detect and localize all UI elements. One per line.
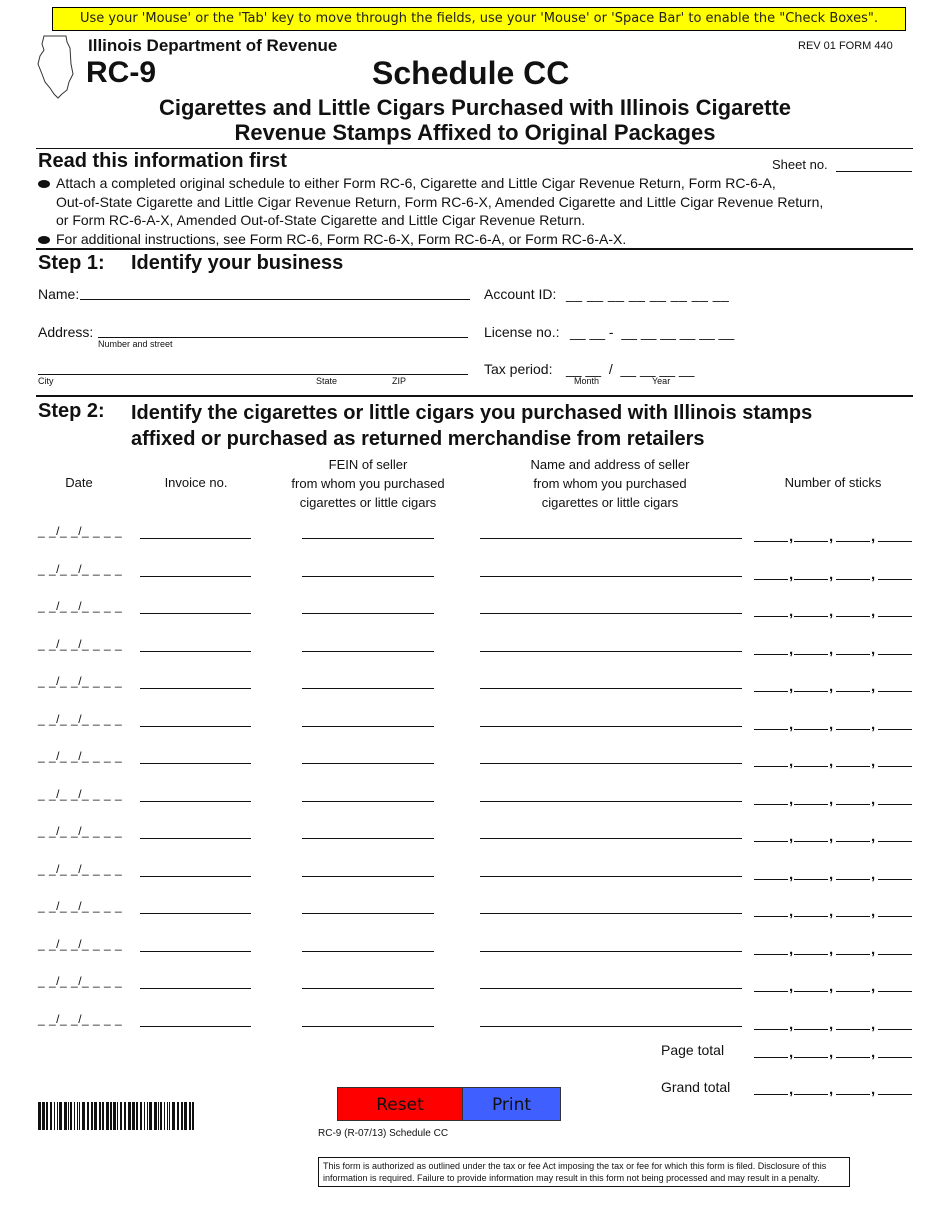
info-bullet-1: Attach a completed original schedule to either Form RC-6, Cigarette and Little Cigar Revenue Return, Form RC-6-A, Out-of-State Cigarette and Little Cigar Revenue Return, Form RC-6-X, Amended Cigarette and Little Cigar Revenue Return, or Form RC-6-A-X, Amended Out-of-State Cigarette and Little Cigar Revenue Return.: [56, 175, 824, 228]
date-field[interactable]: _ _/_ _/_ _ _ _: [38, 1011, 123, 1026]
sticks-segment: [878, 954, 912, 955]
barcode-bar: [50, 1102, 52, 1130]
account-id-label: Account ID:: [484, 286, 557, 302]
invoice-field[interactable]: [140, 613, 251, 614]
barcode-bar: [54, 1102, 55, 1130]
sticks-segment: [794, 804, 828, 805]
table-row: [0, 708, 950, 744]
city-state-zip-field[interactable]: [38, 359, 468, 375]
thousands-comma: ,: [871, 715, 876, 733]
table-row: [0, 595, 950, 631]
sticks-segment: [754, 954, 788, 955]
invoice-field[interactable]: [140, 876, 251, 877]
barcode-bar: [70, 1102, 72, 1130]
sticks-segment: [794, 691, 828, 692]
sticks-segment: [878, 579, 912, 580]
form-title-line2: Revenue Stamps Affixed to Original Packages: [234, 120, 716, 145]
thousands-comma: ,: [871, 528, 876, 545]
department-name: Illinois Department of Revenue: [88, 36, 338, 55]
barcode-bar: [132, 1102, 135, 1130]
sticks-segment: [836, 916, 870, 917]
barcode-bar: [46, 1102, 48, 1130]
sticks-segment: [794, 729, 828, 730]
table-row: [0, 520, 950, 556]
sticks-segment: [794, 1057, 828, 1058]
name-label: Name:: [38, 286, 80, 302]
seller-name-field[interactable]: [480, 651, 742, 652]
table-row: [0, 745, 950, 781]
sticks-segment: [754, 616, 788, 617]
barcode-bar: [189, 1102, 191, 1130]
barcode-bar: [74, 1102, 75, 1130]
sticks-segment: [754, 541, 788, 542]
sticks-segment: [754, 991, 788, 992]
seller-name-field[interactable]: [480, 688, 742, 689]
step2-title: Identify the cigarettes or little cigars you purchased with Illinois stamps affixed or purchased as returned merchandise from retailers: [131, 402, 813, 450]
sticks-segment: [878, 879, 912, 880]
invoice-field[interactable]: [140, 538, 251, 539]
barcode-bar: [124, 1102, 126, 1130]
thousands-comma: ,: [789, 978, 794, 995]
divider: [36, 148, 913, 149]
barcode-bar: [99, 1102, 101, 1130]
sticks-segment: [754, 841, 788, 842]
sticks-segment: [878, 991, 912, 992]
sticks-field[interactable]: [754, 935, 912, 958]
barcode-bar: [64, 1102, 67, 1130]
thousands-comma: ,: [829, 565, 834, 583]
date-field[interactable]: _ _/_ _/_ _ _ _: [38, 674, 123, 688]
sticks-field[interactable]: [754, 635, 912, 658]
seller-name-field[interactable]: [480, 763, 742, 764]
barcode-bar: [164, 1102, 165, 1130]
invoice-field[interactable]: [140, 913, 251, 914]
barcode-bar: [102, 1102, 104, 1130]
sticks-segment: [878, 1057, 912, 1058]
thousands-comma: ,: [871, 790, 876, 808]
sticks-segment: [836, 879, 870, 880]
barcode-bar: [160, 1102, 162, 1130]
barcode-bar: [149, 1102, 152, 1130]
seller-name-field[interactable]: [480, 801, 742, 802]
sticks-segment: [836, 991, 870, 992]
thousands-comma: ,: [871, 978, 876, 995]
thousands-comma: ,: [789, 903, 794, 920]
date-field[interactable]: _ _/_ _/_ _ _ _: [38, 561, 123, 576]
divider: [36, 248, 913, 250]
sticks-segment: [794, 654, 828, 655]
barcode-bar: [172, 1102, 175, 1130]
thousands-comma: ,: [829, 903, 834, 920]
thousands-comma: ,: [829, 1044, 834, 1061]
sticks-field[interactable]: [754, 672, 912, 695]
thousands-comma: ,: [829, 978, 834, 995]
thousands-comma: ,: [829, 1015, 834, 1033]
sticks-field[interactable]: [754, 522, 912, 545]
table-row: [0, 858, 950, 894]
sticks-segment: [754, 579, 788, 580]
sticks-segment: [754, 916, 788, 917]
fein-field[interactable]: [302, 876, 434, 877]
seller-name-field[interactable]: [480, 838, 742, 839]
sticks-segment: [878, 616, 912, 617]
sticks-field[interactable]: [754, 822, 912, 845]
barcode-bar: [158, 1102, 159, 1130]
barcode-bar: [140, 1102, 142, 1130]
date-field[interactable]: _ _/_ _/_ _ _ _: [38, 824, 123, 838]
step1-title: Identify your business: [131, 252, 344, 274]
sticks-field[interactable]: [754, 972, 912, 995]
invoice-field[interactable]: [140, 651, 251, 652]
date-field[interactable]: _ _/_ _/_ _ _ _: [38, 786, 123, 801]
date-field[interactable]: _ _/_ _/_ _ _ _: [38, 749, 123, 763]
sticks-segment: [878, 541, 912, 542]
thousands-comma: ,: [829, 1081, 834, 1098]
barcode-bar: [154, 1102, 157, 1130]
sheet-no-field[interactable]: [836, 171, 912, 172]
footer-form-revision: RC-9 (R-07/13) Schedule CC: [318, 1128, 449, 1139]
reset-button[interactable]: Reset: [337, 1087, 463, 1121]
sticks-field[interactable]: [754, 747, 912, 770]
barcode-bar: [192, 1102, 194, 1130]
sticks-segment: [836, 691, 870, 692]
table-row: [0, 895, 950, 931]
date-field[interactable]: _ _/_ _/_ _ _ _: [38, 524, 123, 538]
page-total-label: Page total: [661, 1042, 725, 1058]
barcode-bar: [167, 1102, 168, 1130]
sticks-segment: [878, 841, 912, 842]
seller-name-field[interactable]: [480, 1026, 742, 1027]
sticks-segment: [794, 616, 828, 617]
thousands-comma: ,: [789, 790, 794, 808]
invoice-field[interactable]: [140, 988, 251, 989]
date-field[interactable]: _ _/_ _/_ _ _ _: [38, 974, 123, 988]
table-row: [0, 933, 950, 969]
seller-name-field[interactable]: [480, 951, 742, 952]
sticks-segment: [754, 1029, 788, 1030]
col-seller-name-header: Name and address of seller from whom you purchased cigarettes or little cigars: [530, 457, 690, 510]
form-code: RC-9: [86, 56, 157, 89]
barcode-bar: [94, 1102, 97, 1130]
barcode-bar: [169, 1102, 170, 1130]
tax-period-label: Tax period:: [484, 361, 553, 377]
sticks-segment: [794, 766, 828, 767]
barcode-bar: [144, 1102, 145, 1130]
barcode-bar: [147, 1102, 148, 1130]
thousands-comma: ,: [789, 603, 794, 620]
thousands-comma: ,: [829, 603, 834, 620]
table-row: [0, 633, 950, 669]
form-title-line1: Cigarettes and Little Cigars Purchased with Illinois Cigarette: [158, 95, 792, 120]
invoice-field[interactable]: [140, 951, 251, 952]
date-field[interactable]: _ _/_ _/_ _ _ _: [38, 599, 123, 613]
thousands-comma: ,: [829, 790, 834, 808]
sticks-segment: [878, 1029, 912, 1030]
date-field[interactable]: _ _/_ _/_ _ _ _: [38, 936, 123, 951]
barcode-bar: [77, 1102, 78, 1130]
barcode-bar: [110, 1102, 112, 1130]
thousands-comma: ,: [829, 528, 834, 545]
sticks-field[interactable]: [754, 860, 912, 883]
thousands-comma: ,: [871, 640, 876, 658]
thousands-comma: ,: [789, 828, 794, 845]
thousands-comma: ,: [871, 603, 876, 620]
thousands-comma: ,: [829, 940, 834, 958]
account-id-field[interactable]: __ __ __ __ __ __ __ __: [566, 286, 730, 302]
sticks-segment: [878, 804, 912, 805]
seller-name-field[interactable]: [480, 538, 742, 539]
fein-field[interactable]: [302, 688, 434, 689]
sticks-segment: [754, 691, 788, 692]
thousands-comma: ,: [871, 903, 876, 920]
thousands-comma: ,: [789, 1015, 794, 1033]
sticks-segment: [878, 691, 912, 692]
street-hint: Number and street: [98, 339, 173, 349]
thousands-comma: ,: [829, 715, 834, 733]
seller-name-field[interactable]: [480, 913, 742, 914]
barcode-bar: [177, 1102, 179, 1130]
divider: [36, 395, 913, 397]
fein-field[interactable]: [302, 913, 434, 914]
invoice-field[interactable]: [140, 726, 251, 727]
barcode-bar: [42, 1102, 45, 1130]
schedule-title: Schedule CC: [372, 55, 570, 91]
barcode-bar: [82, 1102, 85, 1130]
thousands-comma: ,: [871, 565, 876, 583]
sticks-field[interactable]: [754, 897, 912, 920]
info-heading: Read this information first: [38, 150, 287, 172]
date-field[interactable]: _ _/_ _/_ _ _ _: [38, 711, 123, 726]
invoice-field[interactable]: [140, 763, 251, 764]
barcode-bar: [79, 1102, 80, 1130]
table-row: [0, 820, 950, 856]
invoice-field[interactable]: [140, 838, 251, 839]
col-fein-header: FEIN of seller from whom you purchased cigarettes or little cigars: [291, 457, 445, 510]
street-field[interactable]: [98, 322, 468, 338]
thousands-comma: ,: [789, 715, 794, 733]
sticks-field[interactable]: [754, 597, 912, 620]
barcode-bar: [68, 1102, 69, 1130]
col-date-header: Date: [65, 475, 93, 490]
barcode-bar: [38, 1102, 41, 1130]
thousands-comma: ,: [871, 940, 876, 958]
grand-total-label: Grand total: [661, 1079, 731, 1095]
barcode-bar: [120, 1102, 122, 1130]
thousands-comma: ,: [789, 753, 794, 770]
step1-number: Step 1:: [38, 252, 105, 274]
sticks-segment: [794, 841, 828, 842]
barcode-bar: [184, 1102, 187, 1130]
license-label: License no.:: [484, 324, 560, 340]
sticks-segment: [794, 579, 828, 580]
thousands-comma: ,: [871, 1015, 876, 1033]
sticks-segment: [836, 1029, 870, 1030]
barcode-bar: [91, 1102, 93, 1130]
sticks-segment: [878, 654, 912, 655]
thousands-comma: ,: [871, 753, 876, 770]
sticks-field[interactable]: [754, 560, 912, 583]
page-total-field[interactable]: [754, 1038, 912, 1061]
barcode-bar: [57, 1102, 58, 1130]
sticks-segment: [794, 541, 828, 542]
sticks-segment: [794, 1094, 828, 1095]
fein-field[interactable]: [302, 988, 434, 989]
sticks-segment: [836, 579, 870, 580]
thousands-comma: ,: [789, 940, 794, 958]
form-revision-code: REV 01 FORM 440: [798, 40, 893, 52]
invoice-field[interactable]: [140, 576, 251, 577]
thousands-comma: ,: [789, 640, 794, 658]
sticks-segment: [836, 729, 870, 730]
sticks-segment: [754, 654, 788, 655]
month-hint: Month: [574, 376, 600, 386]
thousands-comma: ,: [871, 678, 876, 695]
city-hint: City: [38, 376, 54, 386]
date-field[interactable]: _ _/_ _/_ _ _ _: [38, 636, 123, 651]
address-label: Address:: [38, 324, 94, 340]
sticks-segment: [836, 541, 870, 542]
illinois-state-icon: [36, 34, 76, 100]
sheet-no-label: Sheet no.: [772, 157, 828, 172]
disclosure-notice: This form is authorized as outlined under the tax or fee Act imposing the tax or fee for which this form is filed. Disclosure of this information is required. Failure to provide information may result in this form not being processed and may result in a penalty.: [318, 1157, 850, 1187]
sticks-segment: [878, 1094, 912, 1095]
barcode-bar: [117, 1102, 118, 1130]
fein-field[interactable]: [302, 801, 434, 802]
table-row: [0, 558, 950, 594]
sticks-segment: [794, 916, 828, 917]
name-field[interactable]: [80, 284, 470, 300]
thousands-comma: ,: [789, 865, 794, 883]
sticks-segment: [754, 804, 788, 805]
col-invoice-header: Invoice no.: [164, 475, 228, 490]
sticks-segment: [878, 766, 912, 767]
barcode-bar: [113, 1102, 116, 1130]
sticks-segment: [794, 954, 828, 955]
invoice-field[interactable]: [140, 688, 251, 689]
barcode-image: [38, 1102, 194, 1130]
sticks-field[interactable]: [754, 785, 912, 808]
fein-field[interactable]: [302, 538, 434, 539]
fein-field[interactable]: [302, 763, 434, 764]
table-row: [0, 783, 950, 819]
sticks-segment: [794, 991, 828, 992]
fein-field[interactable]: [302, 651, 434, 652]
sticks-field[interactable]: [754, 1010, 912, 1033]
sticks-segment: [836, 1057, 870, 1058]
seller-name-field[interactable]: [480, 576, 742, 577]
bullet-icon: [38, 180, 50, 188]
tax-period-field[interactable]: __ __ / __ __ __ __: [566, 361, 695, 377]
sticks-segment: [836, 1094, 870, 1095]
invoice-field[interactable]: [140, 801, 251, 802]
fein-field[interactable]: [302, 838, 434, 839]
thousands-comma: ,: [871, 865, 876, 883]
sticks-segment: [794, 879, 828, 880]
barcode-bar: [128, 1102, 131, 1130]
sticks-segment: [754, 1057, 788, 1058]
thousands-comma: ,: [829, 753, 834, 770]
sticks-segment: [754, 766, 788, 767]
thousands-comma: ,: [829, 678, 834, 695]
instructions-banner: Use your 'Mouse' or the 'Tab' key to move through the fields, use your 'Mouse' or 'Space Bar' to enable the "Check Boxes".: [52, 7, 906, 31]
seller-name-field[interactable]: [480, 876, 742, 877]
sticks-segment: [754, 729, 788, 730]
thousands-comma: ,: [789, 1081, 794, 1098]
barcode-bar: [59, 1102, 62, 1130]
seller-name-field[interactable]: [480, 613, 742, 614]
thousands-comma: ,: [829, 828, 834, 845]
fein-field[interactable]: [302, 951, 434, 952]
thousands-comma: ,: [871, 1081, 876, 1098]
date-field[interactable]: _ _/_ _/_ _ _ _: [38, 899, 123, 913]
sticks-segment: [836, 804, 870, 805]
fein-field[interactable]: [302, 576, 434, 577]
seller-name-field[interactable]: [480, 988, 742, 989]
sticks-segment: [836, 954, 870, 955]
print-button[interactable]: Print: [462, 1087, 561, 1121]
thousands-comma: ,: [871, 828, 876, 845]
sticks-segment: [836, 616, 870, 617]
sticks-segment: [754, 879, 788, 880]
barcode-bar: [181, 1102, 183, 1130]
fein-field[interactable]: [302, 613, 434, 614]
sticks-field[interactable]: [754, 710, 912, 733]
sticks-segment: [836, 654, 870, 655]
license-field[interactable]: __ __ - __ __ __ __ __ __: [570, 324, 735, 340]
barcode-bar: [136, 1102, 138, 1130]
sticks-segment: [836, 766, 870, 767]
table-row: [0, 670, 950, 706]
thousands-comma: ,: [789, 528, 794, 545]
grand-total-field[interactable]: [754, 1075, 912, 1098]
fein-field[interactable]: [302, 726, 434, 727]
zip-hint: ZIP: [392, 376, 407, 386]
barcode-bar: [87, 1102, 89, 1130]
thousands-comma: ,: [829, 640, 834, 658]
sticks-segment: [878, 916, 912, 917]
table-row: [0, 970, 950, 1006]
fein-field[interactable]: [302, 1026, 434, 1027]
step2-number: Step 2:: [38, 400, 105, 422]
sticks-segment: [878, 729, 912, 730]
year-hint: Year: [652, 376, 671, 386]
date-field[interactable]: _ _/_ _/_ _ _ _: [38, 861, 123, 876]
thousands-comma: ,: [789, 678, 794, 695]
thousands-comma: ,: [789, 1044, 794, 1061]
state-hint: State: [316, 376, 338, 386]
thousands-comma: ,: [829, 865, 834, 883]
seller-name-field[interactable]: [480, 726, 742, 727]
sticks-segment: [754, 1094, 788, 1095]
sticks-segment: [836, 841, 870, 842]
sticks-segment: [794, 1029, 828, 1030]
invoice-field[interactable]: [140, 1026, 251, 1027]
thousands-comma: ,: [789, 565, 794, 583]
bullet-icon: [38, 236, 50, 244]
col-sticks-header: Number of sticks: [784, 475, 882, 490]
barcode-bar: [106, 1102, 109, 1130]
info-bullet-2: For additional instructions, see Form RC-6, Form RC-6-X, Form RC-6-A, or Form RC-6-A-X.: [56, 231, 627, 247]
thousands-comma: ,: [871, 1044, 876, 1061]
